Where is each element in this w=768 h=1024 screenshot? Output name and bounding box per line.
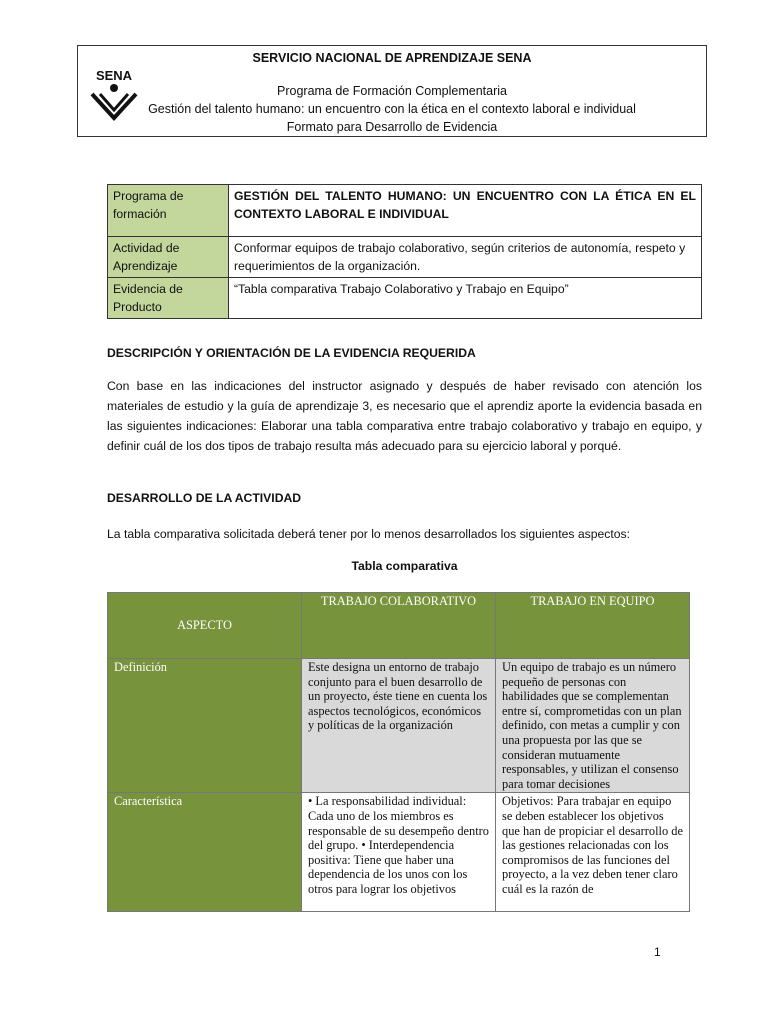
info-label: Programa de formación [108, 185, 229, 237]
description-paragraph: Con base en las indicaciones del instructor asignado y después de haber revisado con atención los materiales de estudio y la guía de aprendizaje 3, es necesario que el aprendiz aporte la evidencia basada en las siguientes indicaciones: Elaborar una tabla comparativa entre trabajo colaborativo y trabajo en equipo, y definir cuál de los dos tipos de trabajo resulta más adecuado para su ejercicio laboral y porqué. [107, 379, 702, 453]
table-title: Tabla comparativa [351, 559, 458, 573]
comparison-row [108, 659, 690, 793]
svg-text:SENA: SENA [95, 68, 133, 83]
info-value: GESTIÓN DEL TALENTO HUMANO: UN ENCUENTRO CON LA ÉTICA EN EL CONTEXTO LABORAL E INDIVIDUAL [229, 185, 702, 237]
cell-colaborativo: Este designa un entorno de trabajo conjunto para el buen desarrollo de un proyecto, éste tiene en cuenta los aspectos tecnológicos, económicos y políticas de la organización [302, 659, 496, 793]
info-row [108, 185, 702, 237]
cell-equipo: Un equipo de trabajo es un número pequeño de personas con habilidades que se complementan entre sí, comprometidas con un plan definido, con metas a cumplir y con una propuesta por las que se consideran mutuamente responsables, y utilizan el consenso para tomar decisiones [496, 659, 690, 793]
document-header [77, 45, 707, 137]
row-aspect: Característica [108, 793, 302, 912]
info-label: Evidencia de Producto [108, 278, 229, 319]
comparison-table [107, 592, 690, 912]
info-row [108, 237, 702, 278]
info-table [107, 184, 702, 319]
cell-equipo: Objetivos: Para trabajar en equipo se deben establecer los objetivos que han de propiciar el desarrollo de las gestiones relacionadas con los compromisos de las funciones del proyecto, a la vez deben tener claro cuál es la razón de [502, 794, 683, 896]
format-name: Formato para Desarrollo de Evidencia [286, 120, 498, 134]
section-title-description: DESCRIPCIÓN Y ORIENTACIÓN DE LA EVIDENCIA REQUERIDA [107, 346, 476, 360]
program-type: Programa de Formación Complementaria [277, 84, 507, 98]
section-title-activity: DESARROLLO DE LA ACTIVIDAD [107, 491, 302, 505]
comparison-row [108, 793, 690, 912]
activity-paragraph: La tabla comparativa solicitada deberá tener por lo menos desarrollados los siguientes aspectos: [107, 527, 631, 541]
page-number: 1 [654, 945, 661, 959]
info-label: Actividad de Aprendizaje [108, 237, 229, 278]
info-row [108, 278, 702, 319]
header-equipo: TRABAJO EN EQUIPO [496, 593, 690, 659]
header-colaborativo: TRABAJO COLABORATIVO [302, 593, 496, 659]
header-aspect: ASPECTO [108, 593, 302, 659]
cell-colaborativo: • La responsabilidad individual: Cada uno de los miembros es responsable de su desempeño dentro del grupo. • Interdependencia positiva: Tiene que haber una dependencia de los unos con los otros para lograr los objetivos [308, 794, 489, 896]
row-aspect: Definición [108, 659, 302, 793]
comparison-header-row [108, 593, 690, 659]
institution-title: SERVICIO NACIONAL DE APRENDIZAJE SENA [252, 51, 532, 65]
course-name: Gestión del talento humano: un encuentro con la ética en el contexto laboral e individual [148, 102, 636, 116]
info-value: “Tabla comparativa Trabajo Colaborativo y Trabajo en Equipo” [229, 278, 702, 319]
info-value: Conformar equipos de trabajo colaborativo, según criterios de autonomía, respeto y requerimientos de la organización. [229, 237, 702, 278]
